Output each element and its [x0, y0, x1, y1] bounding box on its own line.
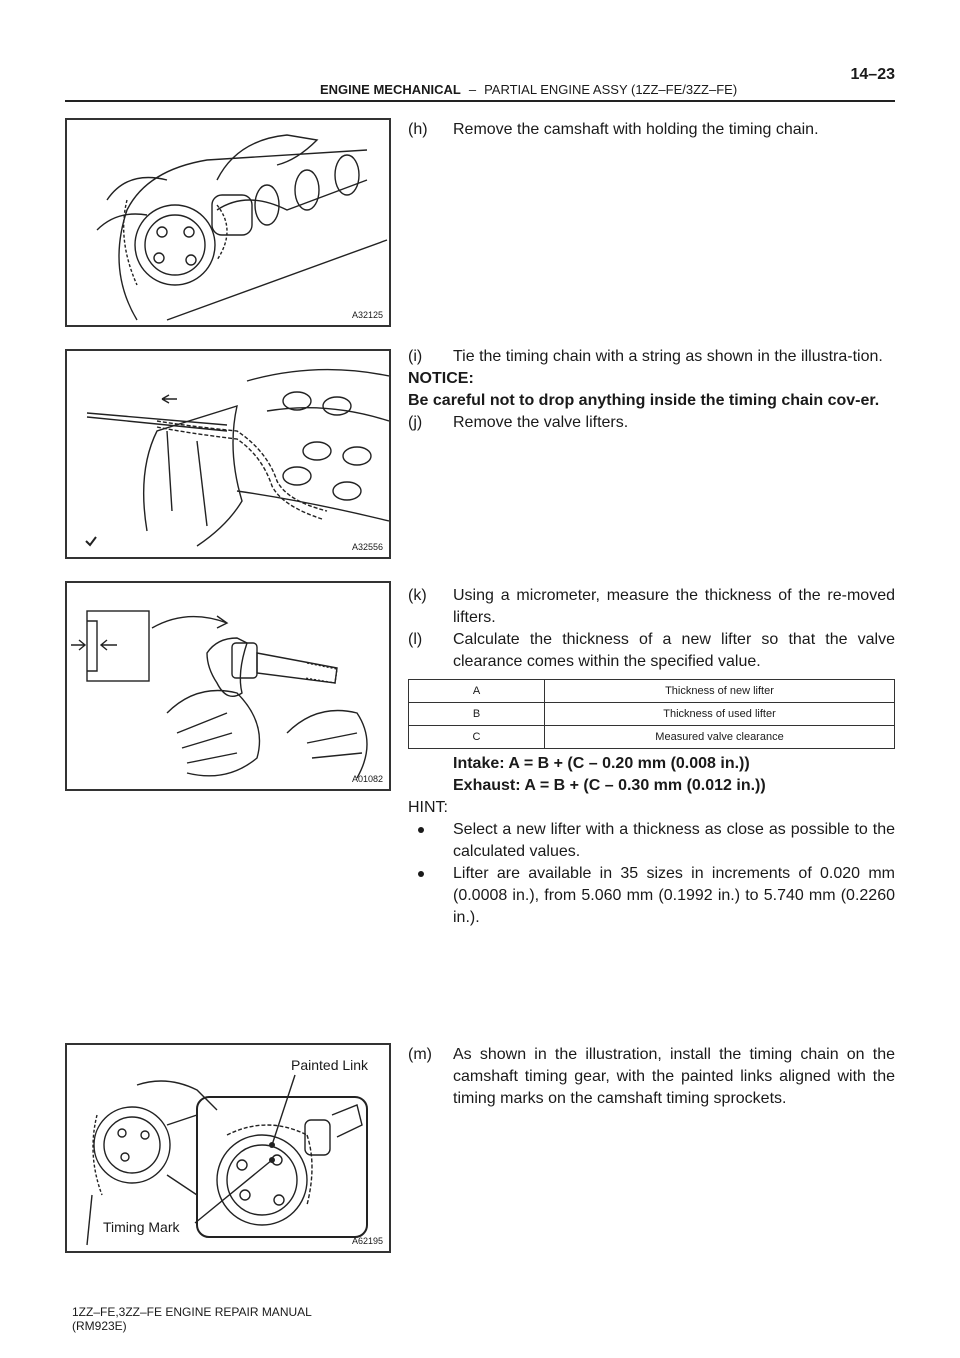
- bullet-icon: [418, 827, 424, 833]
- camshaft-removal-illustration: [67, 120, 389, 325]
- step-letter: (l): [408, 631, 423, 648]
- table-value: Measured valve clearance: [545, 726, 895, 749]
- table-key: C: [409, 726, 545, 749]
- figure-id: A32556: [351, 542, 383, 552]
- step-letter: (i): [408, 348, 423, 365]
- step-k: [408, 585, 895, 629]
- page-header: [65, 64, 895, 102]
- header-title: [320, 82, 737, 97]
- step-letter: (h): [408, 121, 428, 138]
- step-letter: (k): [408, 587, 427, 604]
- step-h-block: [408, 119, 895, 141]
- hint-bullet: [408, 819, 895, 863]
- table-key: B: [409, 703, 545, 726]
- figure-id: A62195: [351, 1236, 383, 1246]
- notice-label: NOTICE:: [408, 370, 474, 387]
- header-subsection: PARTIAL ENGINE ASSY (1ZZ–FE/3ZZ–FE): [484, 82, 738, 97]
- step-m-block: [408, 1044, 895, 1110]
- step-i: [408, 346, 895, 368]
- table-key: A: [409, 680, 545, 703]
- step-text: Remove the valve lifters.: [453, 414, 629, 431]
- step-l: [408, 629, 895, 673]
- micrometer-illustration: [67, 583, 389, 789]
- step-h: [408, 119, 895, 141]
- header-section: ENGINE MECHANICAL: [320, 82, 461, 97]
- table-value: Thickness of used lifter: [545, 703, 895, 726]
- step-i-j-block: [408, 346, 895, 434]
- step-text: Calculate the thickness of a new lifter so that the valve clearance comes within the specified value.: [453, 631, 895, 670]
- figure-micrometer: [65, 581, 391, 791]
- figure-id: A32125: [351, 310, 383, 320]
- hint-text: Lifter are available in 35 sizes in increments of 0.020 mm (0.0008 in.), from 5.060 mm (0.1992 in.) to 5.740 mm (0.2260 in.).: [453, 865, 895, 926]
- label-painted-link: Painted Link: [291, 1057, 369, 1073]
- step-m: [408, 1044, 895, 1110]
- step-j: [408, 412, 895, 434]
- table-row: [409, 703, 895, 726]
- figure-timing-install: [65, 1043, 391, 1253]
- hint-bullet: [408, 863, 895, 929]
- figure-id: A01082: [351, 774, 383, 784]
- label-timing-mark: Timing Mark: [103, 1219, 180, 1235]
- formula-intake: Intake: A = B + (C – 0.20 mm (0.008 in.)): [453, 755, 750, 772]
- step-letter: (j): [408, 414, 423, 431]
- notice-text: Be careful not to drop anything inside the timing chain cov-er.: [408, 392, 880, 409]
- step-letter: (m): [408, 1046, 432, 1063]
- step-text: Remove the camshaft with holding the timing chain.: [453, 121, 819, 138]
- footer-manual-title: 1ZZ–FE,3ZZ–FE ENGINE REPAIR MANUAL: [72, 1305, 312, 1319]
- chain-tied-illustration: [67, 351, 389, 557]
- page-number: 14–23: [850, 66, 895, 83]
- step-text: Tie the timing chain with a string as shown in the illustra-tion.: [453, 348, 883, 365]
- step-text: Using a micrometer, measure the thickness of the re-moved lifters.: [453, 587, 895, 626]
- table-row: [409, 680, 895, 703]
- lifter-spec-table: [408, 679, 895, 749]
- formula-exhaust: Exhaust: A = B + (C – 0.30 mm (0.012 in.)): [453, 777, 766, 794]
- step-text: As shown in the illustration, install the timing chain on the camshaft timing gear, with the painted links aligned with the timing marks on the camshaft timing sprockets.: [453, 1046, 895, 1107]
- header-separator: –: [468, 82, 477, 97]
- table-row: [409, 726, 895, 749]
- figure-camshaft-removal: [65, 118, 391, 327]
- table-value: Thickness of new lifter: [545, 680, 895, 703]
- page-footer: [72, 1305, 312, 1333]
- footer-manual-code: (RM923E): [72, 1319, 127, 1333]
- step-k-l-block: [408, 585, 895, 929]
- hint-label: HINT:: [408, 799, 448, 816]
- hint-text: Select a new lifter with a thickness as close as possible to the calculated values.: [453, 821, 895, 860]
- bullet-icon: [418, 871, 424, 877]
- figure-chain-tied: [65, 349, 391, 559]
